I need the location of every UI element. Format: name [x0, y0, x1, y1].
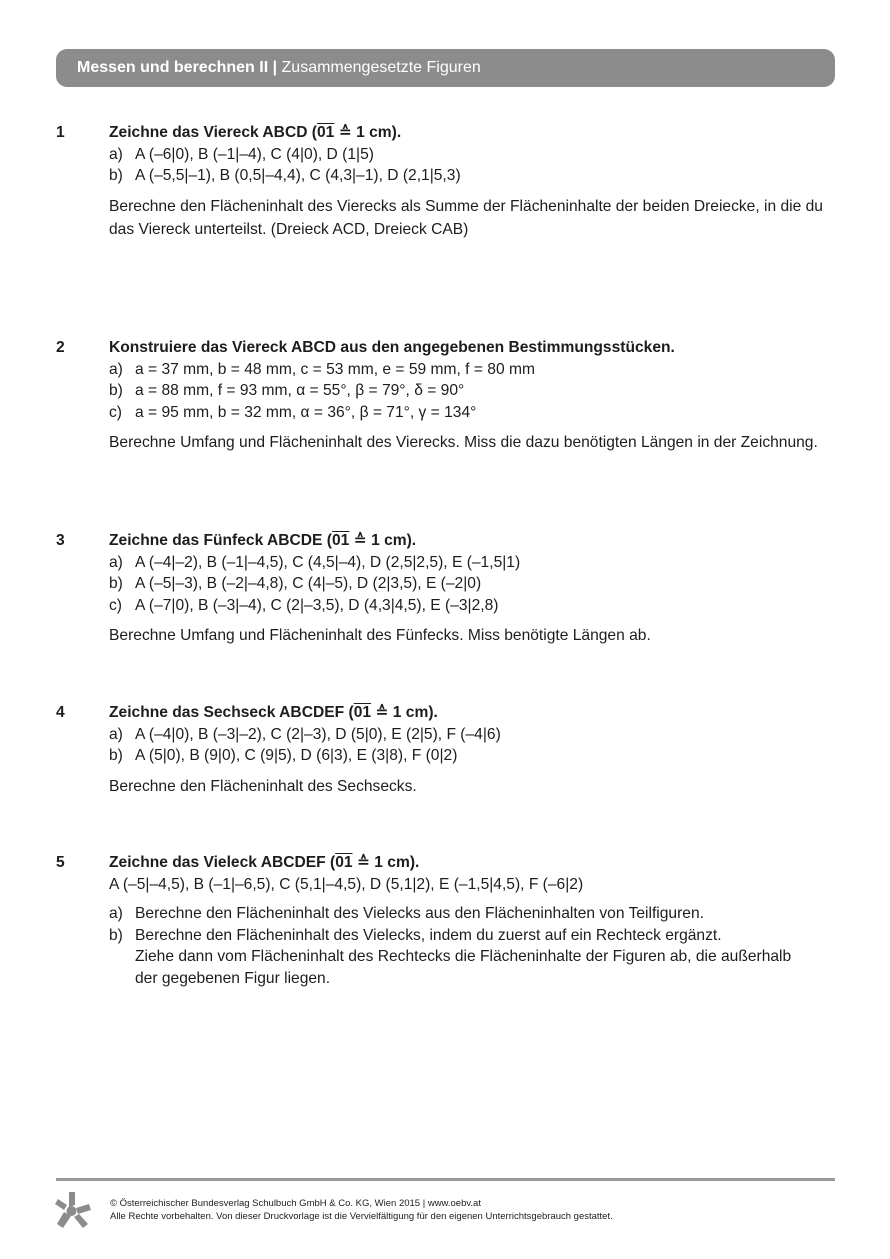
list-item: b) Berechne den Flächeninhalt des Vielecks, indem du zuerst auf ein Rechteck ergänzt.	[109, 926, 722, 944]
list-item: c) A (–7|0), B (–3|–4), C (2|–3,5), D (4,3|4,5), E (–3|2,8)	[109, 596, 499, 614]
exercise-note: Berechne Umfang und Flächeninhalt des Vierecks. Miss die dazu benötigten Längen in der Zeichnung.	[109, 434, 818, 451]
footer-divider	[56, 1178, 835, 1181]
list-item: b) A (–5|–3), B (–2|–4,8), C (4|–5), D (2|3,5), E (–2|0)	[109, 575, 482, 592]
list-item: a) A (–6|0), B (–1|–4), C (4|0), D (1|5)	[109, 145, 374, 163]
footer-line-2: Alle Rechte vorbehalten. Von dieser Druckvorlage ist die Vervielfältigung für den eigenen Unterrichtsgebrauch gestattet.	[110, 1211, 613, 1222]
exercise-note: Berechne den Flächeninhalt des Vierecks als Summe der Flächeninhalte der beiden Dreiecke, in die du das Viereck unterteilst. (Dreieck ACD, Dreieck CAB)	[109, 197, 823, 238]
header-title-light: Zusammengesetzte Figuren	[281, 59, 481, 76]
exercise-title: Zeichne das Fünfeck ABCDE (01 ≙ 1 cm).	[109, 532, 417, 549]
exercise-number: 5	[56, 854, 65, 871]
exercise-title: Zeichne das Sechseck ABCDEF (01 ≙ 1 cm).	[109, 704, 438, 721]
unit-label: 01	[335, 854, 353, 871]
list-item-continuation: der gegebenen Figur liegen.	[135, 969, 331, 987]
exercise-coordinates: A (–5|–4,5), B (–1|–6,5), C (5,1|–4,5), D (5,1|2), E (–1,5|4,5), F (–6|2)	[109, 875, 584, 893]
exercise-title: Konstruiere das Viereck ABCD aus den angegebenen Bestimmungsstücken.	[109, 339, 675, 356]
exercise-number: 3	[56, 532, 65, 549]
list-item: a) A (–4|–2), B (–1|–4,5), C (4,5|–4), D (2,5|2,5), E (–1,5|1)	[109, 553, 521, 571]
publisher-logo-icon	[55, 1190, 91, 1230]
list-item: a) Berechne den Flächeninhalt des Vielecks aus den Flächeninhalten von Teilfiguren.	[109, 905, 704, 922]
list-item: a) A (–4|0), B (–3|–2), C (2|–3), D (5|0), E (2|5), F (–4|6)	[109, 725, 501, 743]
list-item: c) a = 95 mm, b = 32 mm, α = 36°, β = 71°, γ = 134°	[109, 403, 477, 421]
exercise-number: 2	[56, 339, 65, 356]
list-item: b) A (5|0), B (9|0), C (9|5), D (6|3), E (3|8), F (0|2)	[109, 747, 458, 764]
header-separator: |	[268, 59, 282, 76]
exercise-number: 1	[56, 124, 65, 141]
exercise-title: Zeichne das Vieleck ABCDEF (01 ≙ 1 cm).	[109, 854, 420, 871]
exercise-1	[56, 122, 846, 241]
exercise-4	[56, 702, 846, 798]
list-item: a) a = 37 mm, b = 48 mm, c = 53 mm, e = 59 mm, f = 80 mm	[109, 360, 535, 378]
unit-label: 01	[353, 704, 372, 721]
page-header	[56, 49, 835, 87]
list-item: b) A (–5,5|–1), B (0,5|–4,4), C (4,3|–1), D (2,1|5,3)	[109, 167, 461, 184]
exercise-number: 4	[56, 704, 65, 721]
list-item: b) a = 88 mm, f = 93 mm, α = 55°, β = 79°, δ = 90°	[109, 382, 465, 399]
unit-label: 01	[317, 124, 335, 141]
footer-copyright	[110, 1197, 613, 1223]
footer-line-1: © Österreichischer Bundesverlag Schulbuch GmbH & Co. KG, Wien 2015 | www.oebv.at	[110, 1198, 481, 1209]
unit-label: 01	[331, 532, 350, 549]
exercise-note: Berechne den Flächeninhalt des Sechsecks.	[109, 777, 417, 795]
exercise-5	[56, 852, 846, 989]
exercise-note: Berechne Umfang und Flächeninhalt des Fünfecks. Miss benötigte Längen ab.	[109, 627, 651, 644]
exercise-2	[56, 337, 846, 454]
exercise-title: Zeichne das Viereck ABCD (01 ≙ 1 cm).	[109, 124, 402, 141]
list-item-continuation: Ziehe dann vom Flächeninhalt des Rechtecks die Flächeninhalte der Figuren ab, die außerhalb	[135, 948, 792, 965]
header-title-bold: Messen und berechnen II	[77, 59, 269, 76]
exercise-3	[56, 530, 846, 647]
